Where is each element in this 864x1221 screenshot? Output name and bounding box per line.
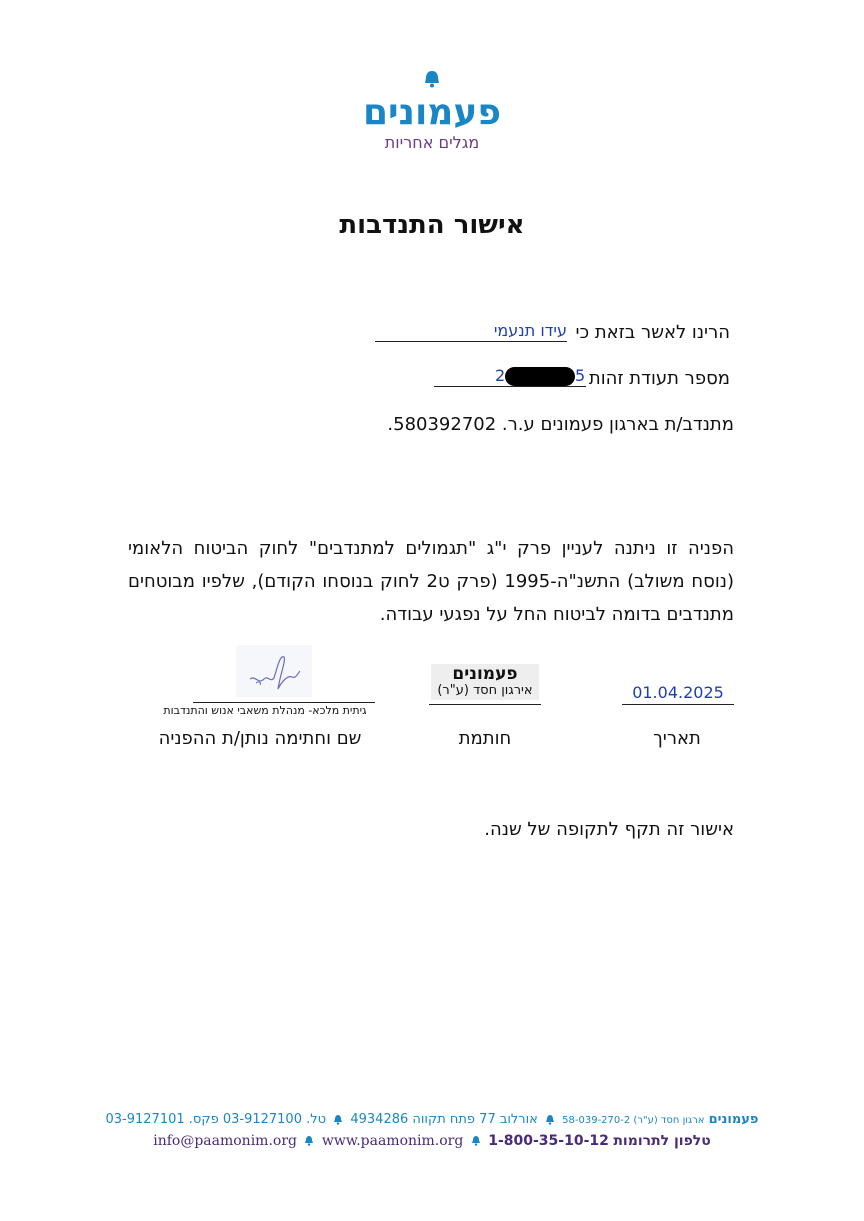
validity-note: אישור זה תקף לתקופה של שנה.	[484, 819, 734, 840]
volunteer-statement: מתנדב/ת בארגון פעמונים ע.ר. 580392702.	[387, 414, 734, 435]
logo-word: פעמונים	[362, 92, 502, 133]
date-value: 01.04.2025	[632, 683, 724, 702]
date-label: תאריך	[653, 728, 701, 749]
footer-email[interactable]: info@paamonim.org	[153, 1133, 297, 1149]
bell-icon	[422, 70, 442, 88]
id-label: מספר תעודת זהות	[588, 368, 730, 389]
bell-icon	[304, 1136, 314, 1146]
footer-website[interactable]: www.paamonim.org	[321, 1133, 464, 1149]
id-value-start: 2	[495, 366, 506, 385]
name-underline	[375, 341, 567, 342]
signature-mark	[236, 645, 312, 697]
bell-icon	[333, 1115, 343, 1125]
id-value-end: 5	[575, 366, 586, 385]
confirm-label: הרינו לאשר בזאת כי	[575, 322, 730, 343]
document-title: אישור התנדבות	[339, 210, 525, 240]
footer-org: ארגון חסד (ע"ר) 58-039-270-2	[562, 1115, 705, 1126]
signature-underline	[193, 702, 375, 703]
footer-line-2	[0, 1133, 864, 1149]
bell-icon	[545, 1115, 555, 1125]
stamp-org: פעמונים	[452, 664, 518, 684]
footer-phone: טל. 03-9127100	[222, 1112, 327, 1127]
redaction-bar	[505, 367, 575, 386]
logo-tagline: מגלים אחריות	[384, 133, 480, 152]
footer-donations-label: טלפון לתרומות	[613, 1133, 711, 1149]
footer-fax: פקס. 03-9127101	[105, 1112, 219, 1127]
bell-icon	[471, 1136, 481, 1146]
stamp	[431, 664, 539, 700]
footer-donations-phone: 1-800-35-10-12	[488, 1133, 609, 1149]
signer-caption: גיתית מלכא- מנהלת משאבי אנוש והתנדבות	[163, 704, 367, 717]
volunteer-name: עידו תנעמי	[493, 321, 567, 340]
logo	[0, 70, 864, 152]
footer-address: אורלוב 77 פתח תקווה 4934286	[350, 1112, 538, 1127]
stamp-subtitle: אירגון חסד (ע"ר)	[437, 683, 533, 698]
stamp-label: חותמת	[458, 728, 512, 749]
stamp-underline	[429, 704, 541, 705]
footer-line-1	[0, 1112, 864, 1127]
signer-label: שם וחתימה נותן/ת ההפניה	[158, 728, 362, 749]
date-underline	[622, 704, 734, 705]
footer-brand: פעמונים	[708, 1112, 759, 1127]
legal-paragraph: הפניה זו ניתנה לעניין פרק י"ג "תגמולים למתנדבים" לחוק הביטוח הלאומי (נוסח משולב) התשנ"ה-1995 (פרק ט2 לחוק בנוסחו הקודם), שלפיו מבוטחים מתנדבים בדומה לביטוח החל על נפגעי עבודה.	[128, 538, 734, 625]
id-underline	[434, 386, 586, 387]
